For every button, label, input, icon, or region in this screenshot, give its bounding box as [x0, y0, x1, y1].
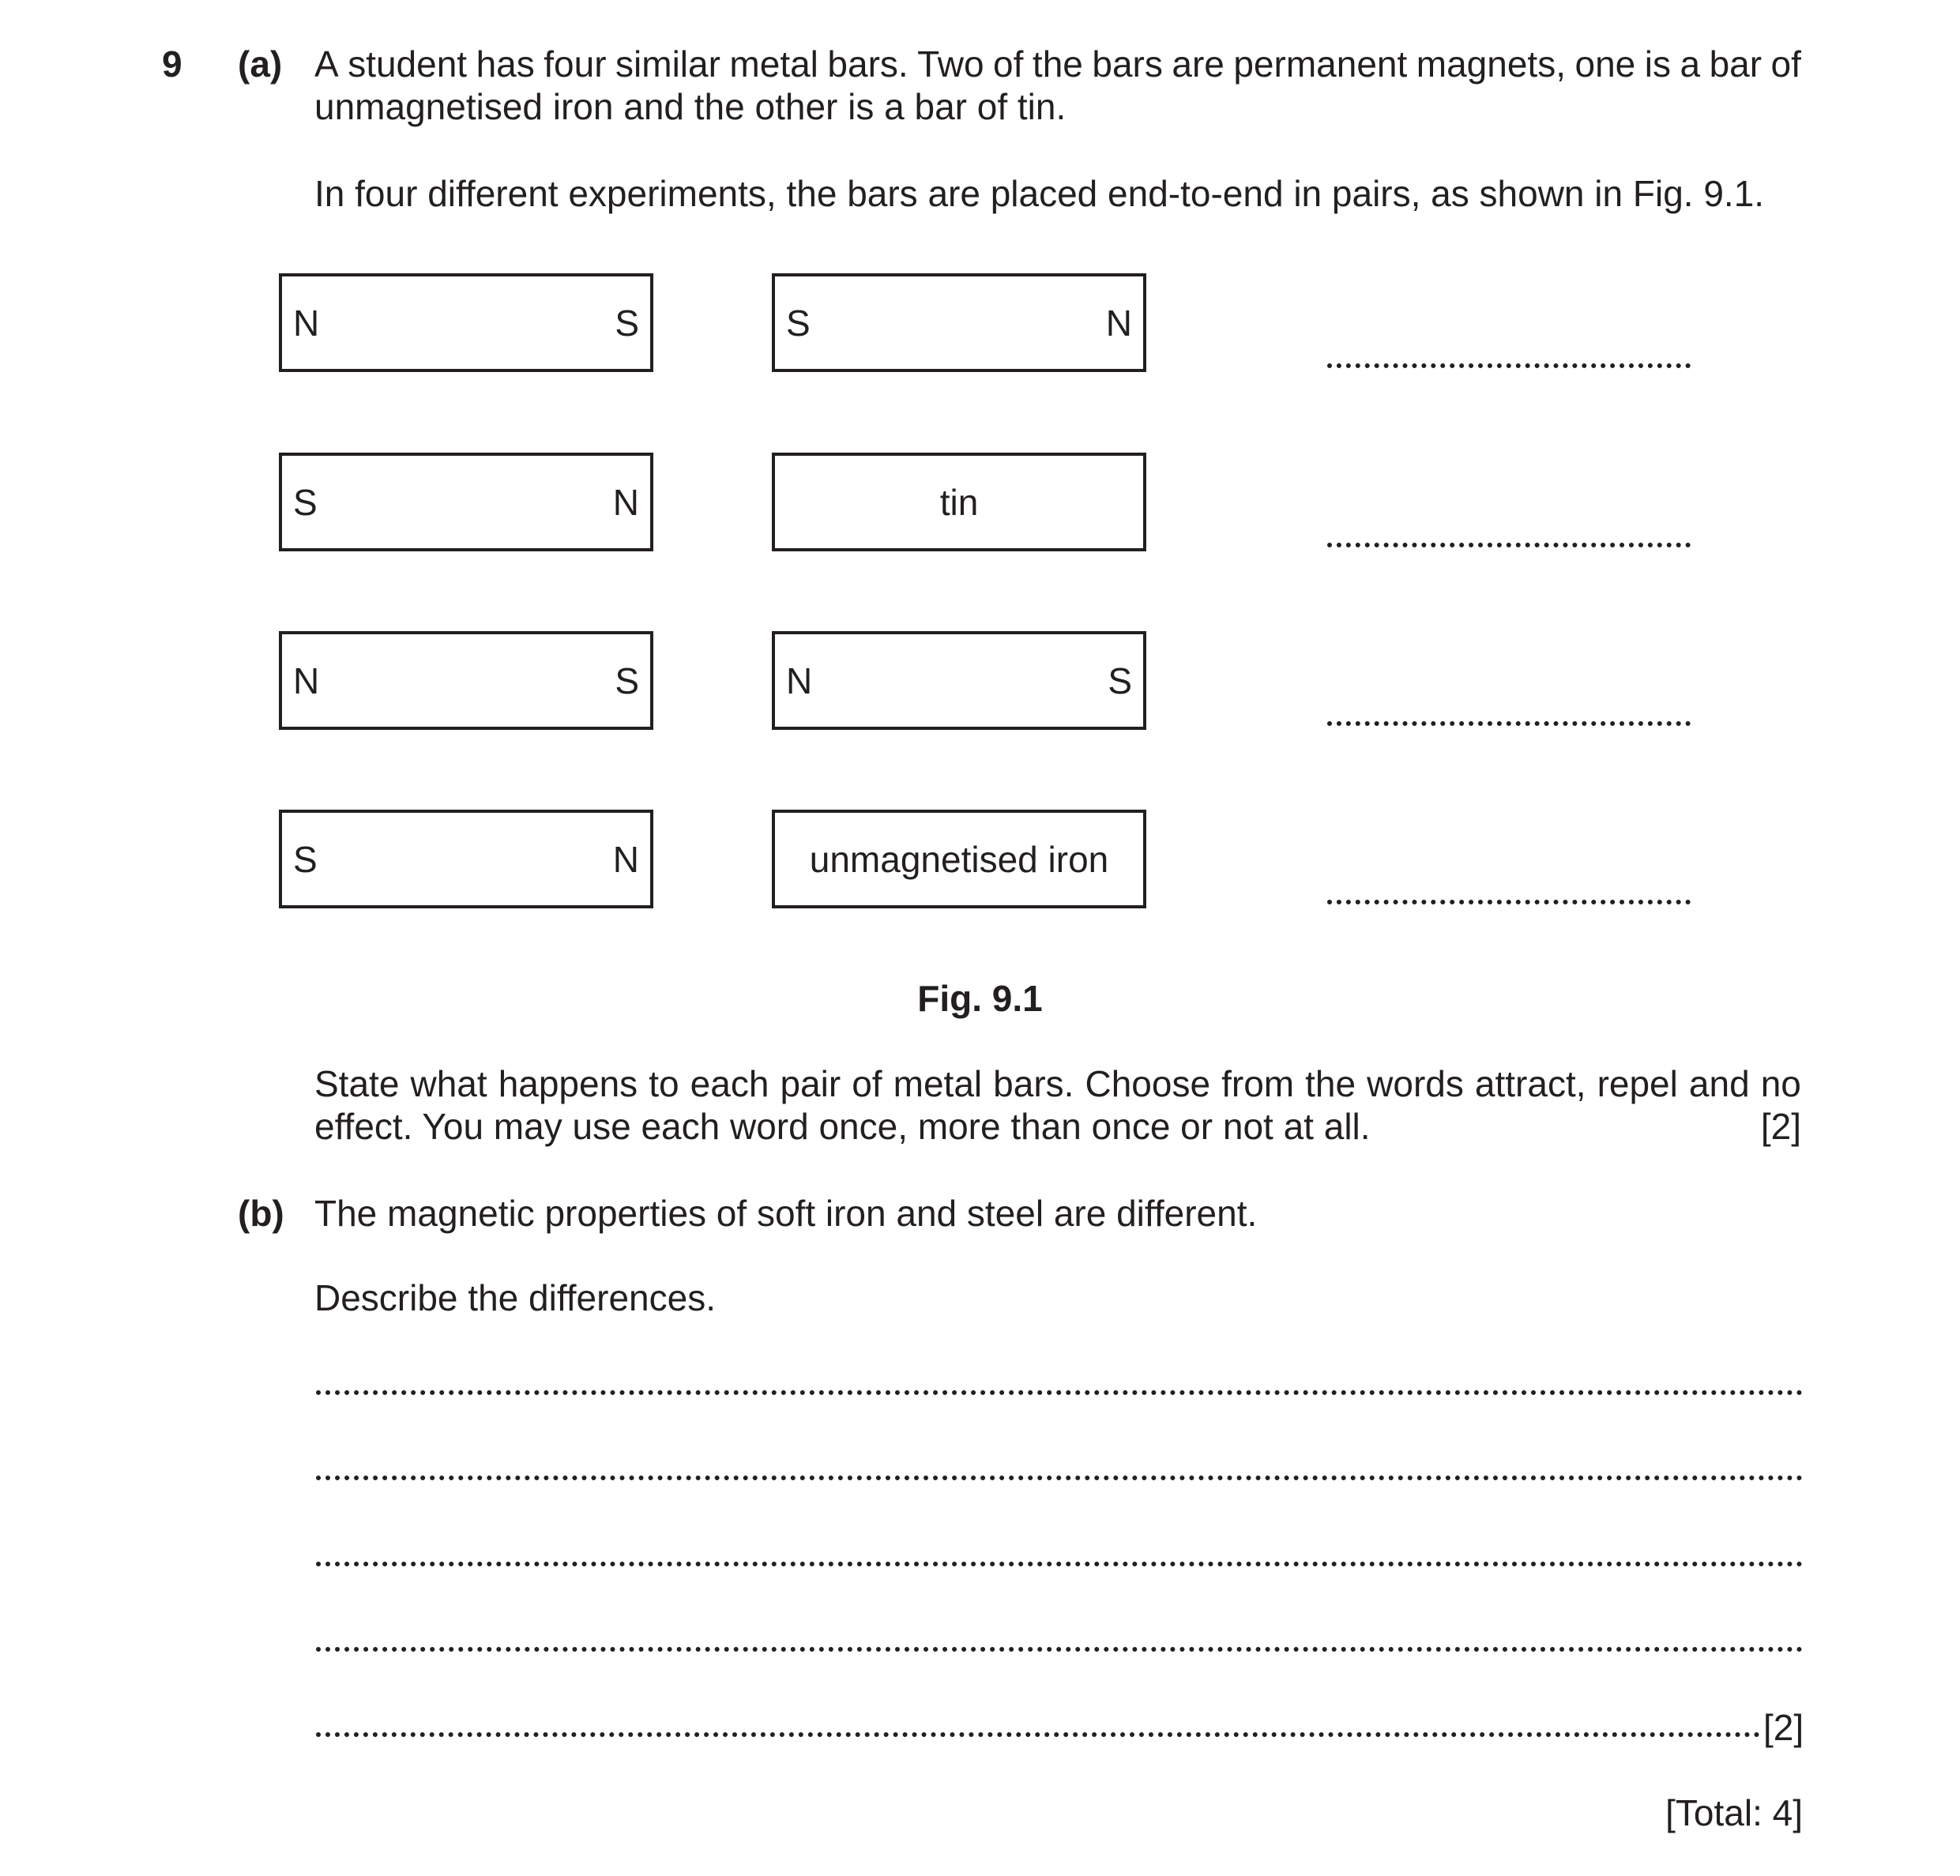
part-a-marks: [2]: [1760, 1106, 1801, 1147]
part-a-intro-line1: A student has four similar metal bars. Two of the bars are permanent magnets, one is a bar of: [314, 43, 1801, 85]
part-a-experiments-text: In four different experiments, the bars are placed end-to-end in pairs, as shown in Fig. 9.1.: [314, 173, 1765, 214]
pole-label: S: [615, 302, 639, 344]
answer-line-row4[interactable]: [1327, 900, 1691, 904]
question-number: 9: [162, 43, 182, 85]
part-a-instruction-line1: State what happens to each pair of metal bars. Choose from the words attract, repel and no: [314, 1063, 1801, 1104]
bar-row1-right: [772, 273, 1146, 372]
figure-caption: Fig. 9.1: [917, 978, 1043, 1019]
pole-label: N: [786, 660, 813, 701]
bar-row3-left: [279, 631, 653, 730]
pole-label: S: [293, 838, 318, 880]
part-b-answer-line[interactable]: [316, 1476, 1803, 1480]
part-b-marks: [2]: [1763, 1707, 1804, 1748]
bar-row2-right-tin: [772, 453, 1146, 551]
bar-label: unmagnetised iron: [809, 838, 1109, 880]
part-b-answer-line[interactable]: [316, 1562, 1803, 1566]
pole-label: N: [293, 660, 320, 701]
pole-label: S: [615, 660, 639, 701]
part-b-answer-line[interactable]: [316, 1732, 1760, 1737]
part-a-instruction-line2: effect. You may use each word once, more than once or not at all.: [314, 1106, 1371, 1147]
pole-label: S: [293, 481, 318, 523]
pole-label: N: [293, 302, 320, 344]
pole-label: S: [786, 302, 811, 344]
part-a-instruction-line2-row: [314, 1105, 1801, 1148]
part-b-text: The magnetic properties of soft iron and steel are different.: [314, 1193, 1258, 1234]
part-a-intro: [314, 43, 1801, 128]
total-marks: [Total: 4]: [1665, 1792, 1803, 1833]
pole-label: N: [1105, 302, 1132, 344]
bar-row2-left: [279, 453, 653, 551]
answer-line-row1[interactable]: [1327, 363, 1691, 368]
bar-row1-left: [279, 273, 653, 372]
answer-line-row3[interactable]: [1327, 721, 1691, 726]
bar-row4-right-unmagnetised-iron: [772, 810, 1146, 908]
part-a-intro-line2: unmagnetised iron and the other is a bar of tin.: [314, 86, 1067, 127]
pole-label: N: [612, 838, 639, 880]
part-b-answer-line[interactable]: [316, 1390, 1803, 1395]
pole-label: S: [1108, 660, 1132, 701]
part-a-instruction: [314, 1062, 1801, 1148]
answer-line-row2[interactable]: [1327, 543, 1691, 547]
part-b-answer-line[interactable]: [316, 1647, 1803, 1652]
pole-label: N: [612, 481, 639, 523]
part-b-label: (b): [238, 1193, 284, 1234]
part-b-prompt: Describe the differences.: [314, 1277, 716, 1318]
bar-row4-left: [279, 810, 653, 908]
part-a-label: (a): [238, 43, 283, 85]
bar-row3-right: [772, 631, 1146, 730]
bar-label: tin: [939, 481, 979, 523]
